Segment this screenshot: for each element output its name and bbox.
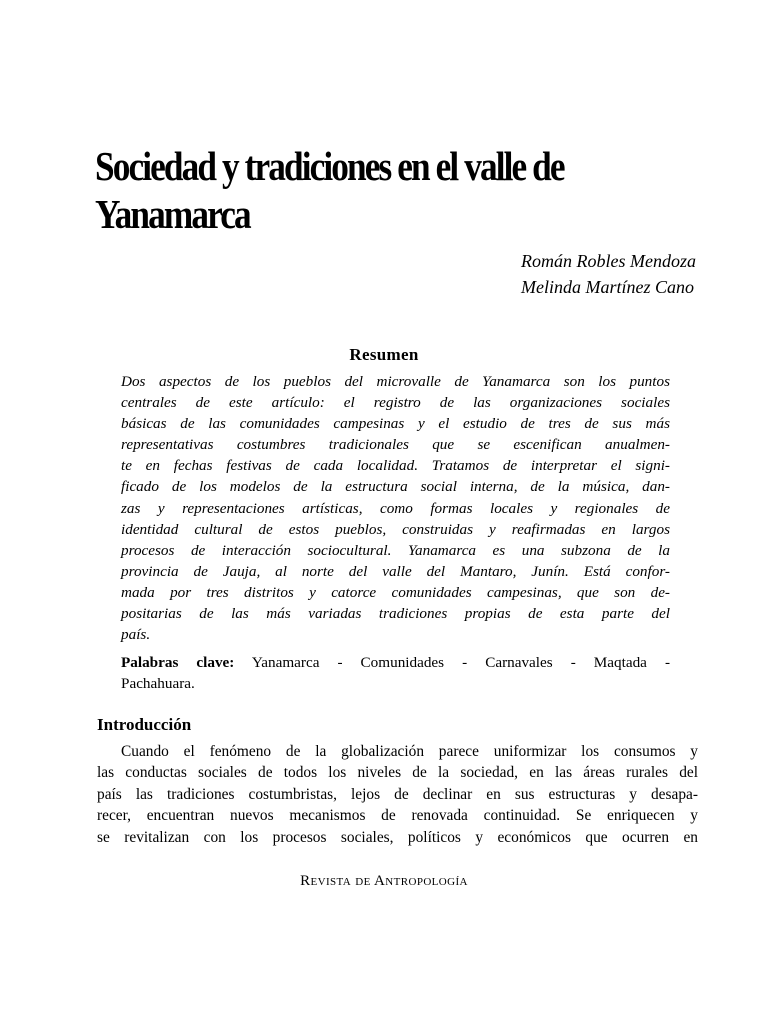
author-list xyxy=(521,248,696,300)
abstract-line: identidad cultural de estos pueblos, construidas y reafirmadas en largos xyxy=(121,520,670,538)
abstract-heading: Resumen xyxy=(349,345,419,364)
abstract-line: provincia de Jauja, al norte del valle del Mantaro, Junín. Está confor- xyxy=(121,562,670,580)
introduction-line: se revitalizan con los procesos sociales, políticos y económicos que ocurren en xyxy=(97,828,698,846)
abstract-line: Dos aspectos de los pueblos del microvalle de Yanamarca son los puntos xyxy=(121,373,670,390)
introduction-line: recer, encuentran nuevos mecanismos de renovada continuidad. Se enriquecen y xyxy=(97,807,698,825)
abstract-line: país. xyxy=(121,626,151,644)
introduction-line: país las tradiciones costumbristas, lejos de declinar en sus estructuras y desapa- xyxy=(97,785,698,803)
article-title-line: Sociedad y tradiciones en el valle de xyxy=(95,143,564,189)
abstract-text xyxy=(121,371,670,645)
abstract-line: procesos de interacción sociocultural. Yanamarca es una subzona de la xyxy=(121,541,670,559)
keywords-line xyxy=(121,652,670,673)
introduction-line: Cuando el fenómeno de la globalización parece uniformizar los consumos y xyxy=(121,743,698,760)
keywords-label: Palabras clave: xyxy=(121,654,235,671)
article-title xyxy=(95,142,620,238)
introduction-heading: Introducción xyxy=(97,715,192,734)
keywords-list: Yanamarca - Comunidades - Carnavales - Maqtada - xyxy=(251,654,670,671)
abstract-line: básicas de las comunidades campesinas y el estudio de tres de sus más xyxy=(121,415,670,433)
abstract-line: centrales de este artículo: el registro de las organizaciones sociales xyxy=(121,394,670,412)
abstract-line: ficado de los modelos de la estructura social interna, de la música, dan- xyxy=(121,478,670,496)
introduction-text xyxy=(97,741,698,848)
journal-footer: Revista de Antropología xyxy=(300,873,468,889)
article-title-line: Yanamarca xyxy=(95,191,250,237)
introduction-line: las conductas sociales de todos los niveles de la sociedad, en las áreas rurales del xyxy=(97,764,698,782)
abstract-line: zas y representaciones artísticas, como formas locales y regionales de xyxy=(121,499,670,517)
abstract-line: representativas costumbres tradicionales que se escenifican anualmen- xyxy=(121,436,670,454)
abstract-line: mada por tres distritos y catorce comunidades campesinas, que son de- xyxy=(121,583,670,601)
keywords-block xyxy=(121,652,670,694)
abstract-line: positarias de las más variadas tradiciones propias de esta parte del xyxy=(121,605,670,623)
abstract-line: te en fechas festivas de cada localidad. Tratamos de interpretar el signi- xyxy=(121,457,670,475)
author-name: Melinda Martínez Cano xyxy=(521,277,695,297)
keywords-line-continued: Pachahuara. xyxy=(121,675,195,692)
author-name: Román Robles Mendoza xyxy=(521,251,696,271)
